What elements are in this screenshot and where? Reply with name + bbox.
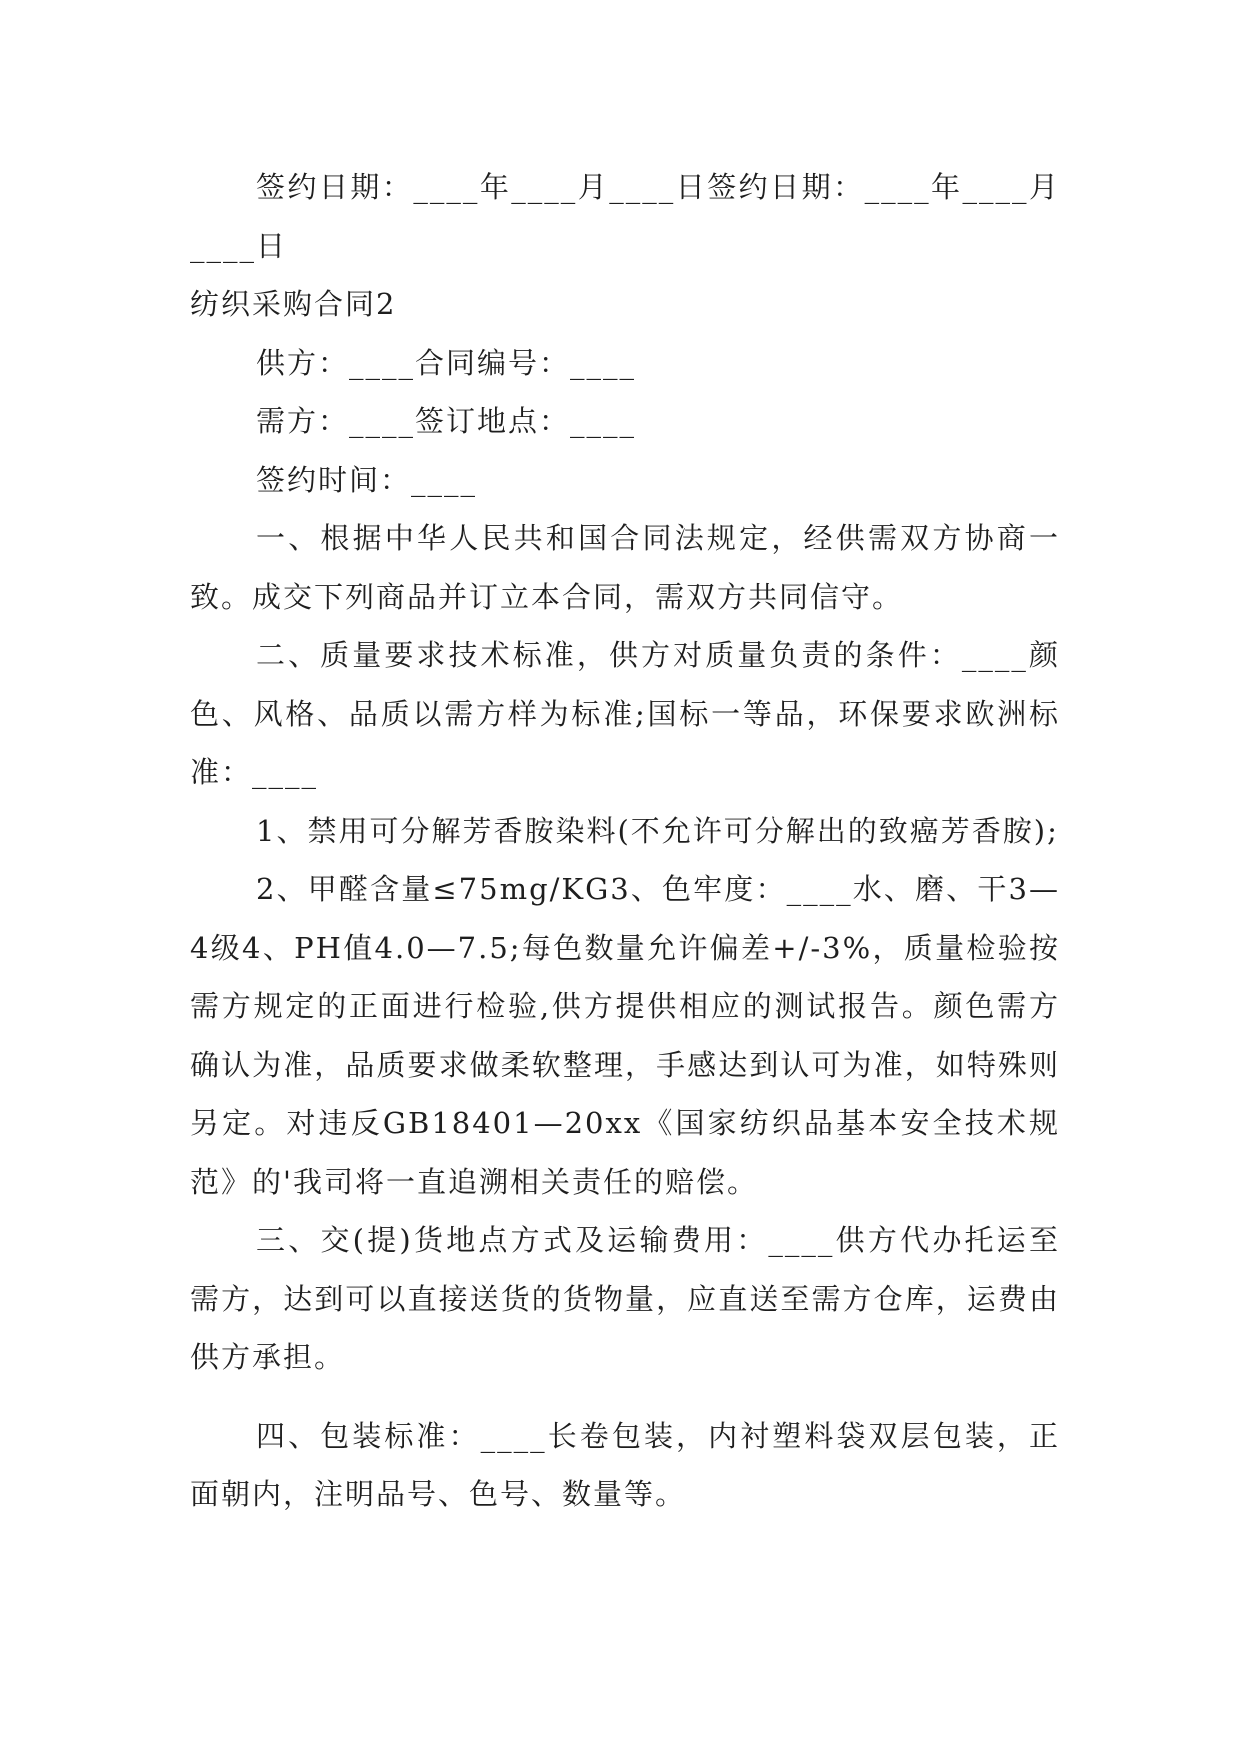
signing-time-line: 签约时间：____ [256, 462, 478, 497]
signing-date-line: 签约日期：____年____月____日签约日期：____年____月____日 [190, 170, 1060, 263]
clause-2-item-2: 2、甲醛含量≤75mg/KG3、色牢度：____水、磨、干3—4级4、PH值4.0—7.5;每色数量允许偏差+/-3%，质量检验按需方规定的正面进行检验,供方提供相应的测试报告。颜色需方确认为准，品质要求做柔软整理，手感达到认可为准，如特殊则另定。对违反GB18401—20xx《国家纺织品基本安全技术规范》的'我司将一直追溯相关责任的赔偿。 [190, 872, 1060, 1199]
contract-title: 纺织采购合同2 [190, 287, 397, 321]
clause-2: 二、质量要求技术标准，供方对质量负责的条件：____颜色、风格、品质以需方样为标准;国标一等品，环保要求欧洲标准：____ [190, 638, 1060, 789]
document-page [190, 158, 1060, 1524]
clause-1: 一、根据中华人民共和国合同法规定，经供需双方协商一致。成交下列商品并订立本合同，需双方共同信守。 [190, 521, 1060, 614]
clause-2-item-1: 1、禁用可分解芳香胺染料(不允许可分解出的致癌芳香胺); [256, 813, 1059, 848]
buyer-line: 需方：____签订地点：____ [256, 404, 637, 438]
clause-3: 三、交(提)货地点方式及运输费用：____供方代办托运至需方，达到可以直接送货的货物量，应直送至需方仓库，运费由供方承担。 [190, 1223, 1060, 1374]
clause-4: 四、包装标准：____长卷包装，内衬塑料袋双层包装，正面朝内，注明品号、色号、数量等。 [190, 1418, 1060, 1511]
paragraph-gap [190, 1387, 1060, 1407]
supplier-line: 供方：____合同编号：____ [256, 345, 637, 380]
